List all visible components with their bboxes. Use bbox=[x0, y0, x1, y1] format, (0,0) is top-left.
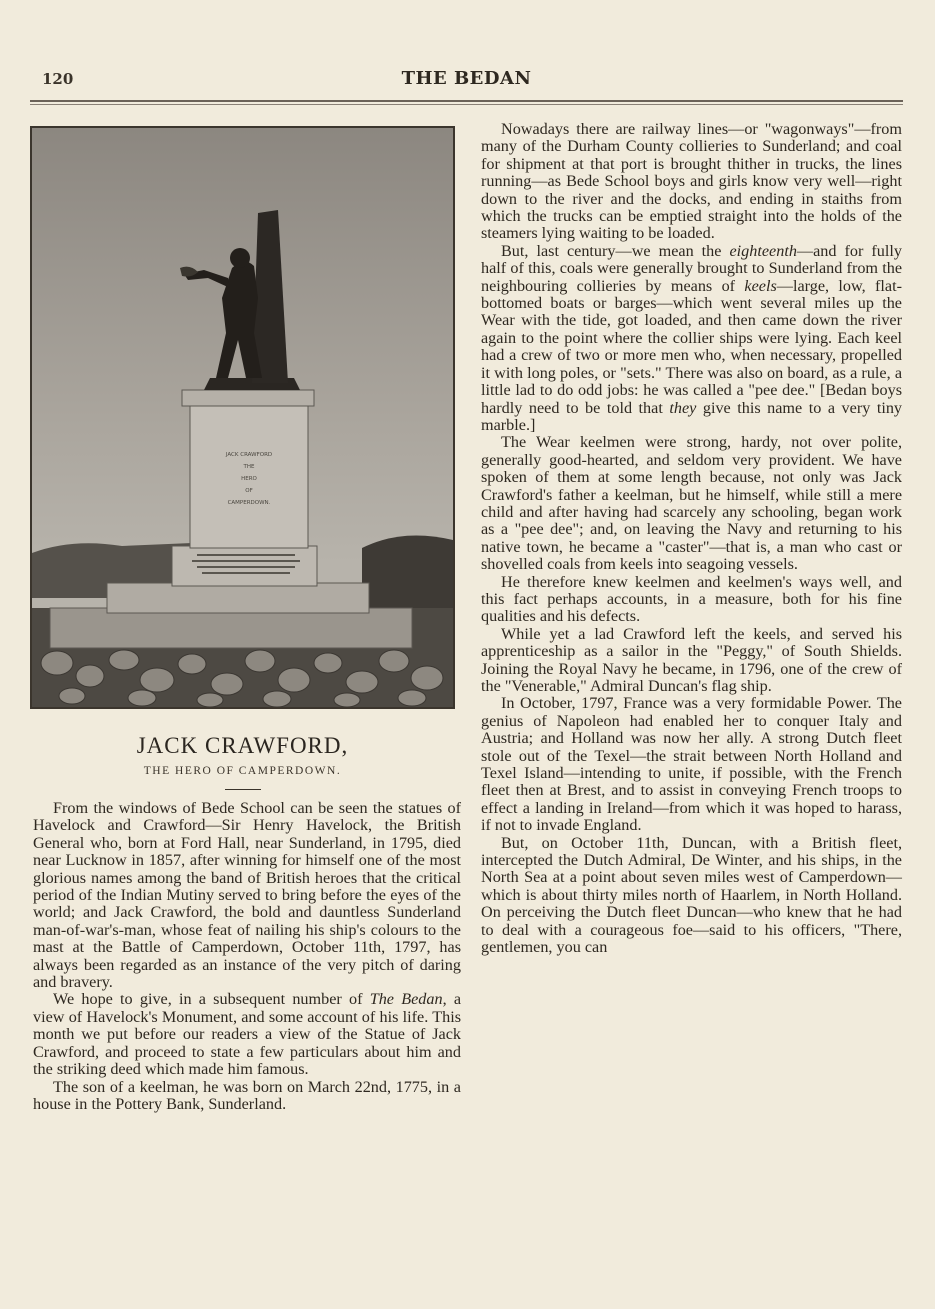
italic-word: they bbox=[669, 398, 697, 417]
header-rule bbox=[30, 100, 903, 102]
pedestal-inscription-4: OF bbox=[245, 488, 253, 494]
right-column bbox=[481, 121, 902, 957]
paragraph: The son of a keelman, he was born on March 22nd, 1775, in a house in the Pottery Bank, Sunderland. bbox=[33, 1077, 461, 1113]
caption-divider bbox=[225, 789, 261, 790]
left-column bbox=[33, 800, 461, 1113]
pedestal-inscription-3: HERO bbox=[241, 476, 257, 482]
paragraph: The Wear keelmen were strong, hardy, not over polite, generally good-hearted, and seldom very provident. We have spoken of them at some length because, not only was Jack Crawford's father a keelman, but he himself, while still a mere child and after having had scarcely any schooling, began work as a "pee dee"; and, on leaving the Navy and returning to his native town, he became a "caster"—that is, a man who cast or shovelled coals from keels into seagoing vessels. bbox=[481, 433, 902, 574]
statue-photograph bbox=[30, 126, 455, 709]
pedestal-inscription-1: JACK CRAWFORD bbox=[225, 452, 273, 458]
paragraph-text: —and for fully half of this, coals were generally brought to Sunderland from the neighbouring collieries by means of bbox=[481, 241, 902, 295]
paragraph-text: We hope to give, in a subsequent number of bbox=[53, 990, 363, 1009]
paragraph-text: —large, low, flat-bottomed boats or barges—which went several miles up the Wear with the tide, got loaded, and then came down the river again to the point where the collier ships were lying. Each keel had a crew of two or more men who, when necessary, propelled it with long poles, or "sets." There was also on board, as a rule, a little lad to do odd jobs: he was called a "pee dee." [Bedan boys hardly need to be told that bbox=[481, 276, 903, 417]
pedestal-inscription-2: THE bbox=[243, 464, 255, 470]
pedestal-inscription-5: CAMPERDOWN. bbox=[227, 500, 271, 506]
paragraph: But, on October 11th, Duncan, with a British fleet, intercepted the Dutch Admiral, De Winter, and his ships, in the North Sea at a point about seven miles west of Camperdown—which is about thirty miles north of Haarlem, in North Holland. On perceiving the Dutch fleet Duncan—who knew that he had to deal with a courageous foe—said to his officers, "There, gentlemen, you can bbox=[481, 833, 902, 957]
italic-word: keels bbox=[744, 276, 777, 295]
page-number: 120 bbox=[42, 70, 74, 88]
paragraph bbox=[33, 991, 461, 1078]
italic-word: eighteenth bbox=[729, 241, 797, 260]
caption-subtitle: THE HERO OF CAMPERDOWN. bbox=[143, 765, 342, 777]
statue-illustration bbox=[32, 128, 453, 707]
page-header bbox=[30, 68, 903, 92]
header-rule-thin bbox=[30, 104, 903, 105]
paragraph: While yet a lad Crawford left the keels, and served his apprenticeship as a sailor in the "Peggy," of South Shields. Joining the Royal Navy he became, in 1796, one of the crew of the "Venerable," Admiral Duncan's flag ship. bbox=[481, 624, 902, 695]
paragraph bbox=[481, 243, 902, 434]
running-title: THE BEDAN bbox=[401, 68, 532, 89]
caption-title: JACK CRAWFORD, bbox=[136, 733, 349, 758]
paragraph: He therefore knew keelmen and keelmen's ways well, and this fact perhaps accounts, in a measure, both for his fine qualities and his defects. bbox=[481, 572, 902, 626]
paragraph: From the windows of Bede School can be seen the statues of Havelock and Crawford—Sir Henry Havelock, the British General who, born at Ford Hall, near Sunderland, in 1795, died near Lucknow in 1857, after winning for himself one of the most glorious names among the band of British heroes that the critical period of the Indian Mutiny served to bring before the eyes of the world; and Jack Crawford, the bold and dauntless Sunderland man-of-war's-man, whose feat of nailing his ship's colours to the mast at the Battle of Camperdown, October 11th, 1797, has always been regarded as an instance of the very pitch of daring and bravery. bbox=[33, 799, 461, 992]
paragraph-text: , a view of Havelock's Monument, and some account of his life. This month we put before our readers a view of the Statue of Jack Crawford, and proceed to state a few particulars about him and the striking deed which made him famous. bbox=[33, 990, 462, 1079]
paragraph-text: give this name to a very tiny marble.] bbox=[481, 398, 903, 434]
paragraph: In October, 1797, France was a very formidable Power. The genius of Napoleon had enabled her to conquer Italy and Austria; and Holland was now her ally. A strong Dutch fleet stole out of the Texel—the strait between North Holland and Texel Island—intending to unite, if possible, with the French fleet then at Brest, and to assist in conveying French troops to effect a landing in Ireland—from which it was hoped to harass, if not to invade England. bbox=[481, 694, 902, 835]
paragraph-text: But, last century—we mean the bbox=[501, 241, 722, 260]
italic-title: The Bedan bbox=[369, 990, 443, 1009]
paragraph: Nowadays there are railway lines—or "wagonways"—from many of the Durham County collieries to Sunderland; and coal for shipment at that port is brought thither in trucks, the lines running—as Bede School boys and girls know very well—right down to the river and the docks, and ending in staiths from which the trucks can be emptied straight into the holds of the steamers lying waiting to be loaded. bbox=[481, 120, 902, 243]
